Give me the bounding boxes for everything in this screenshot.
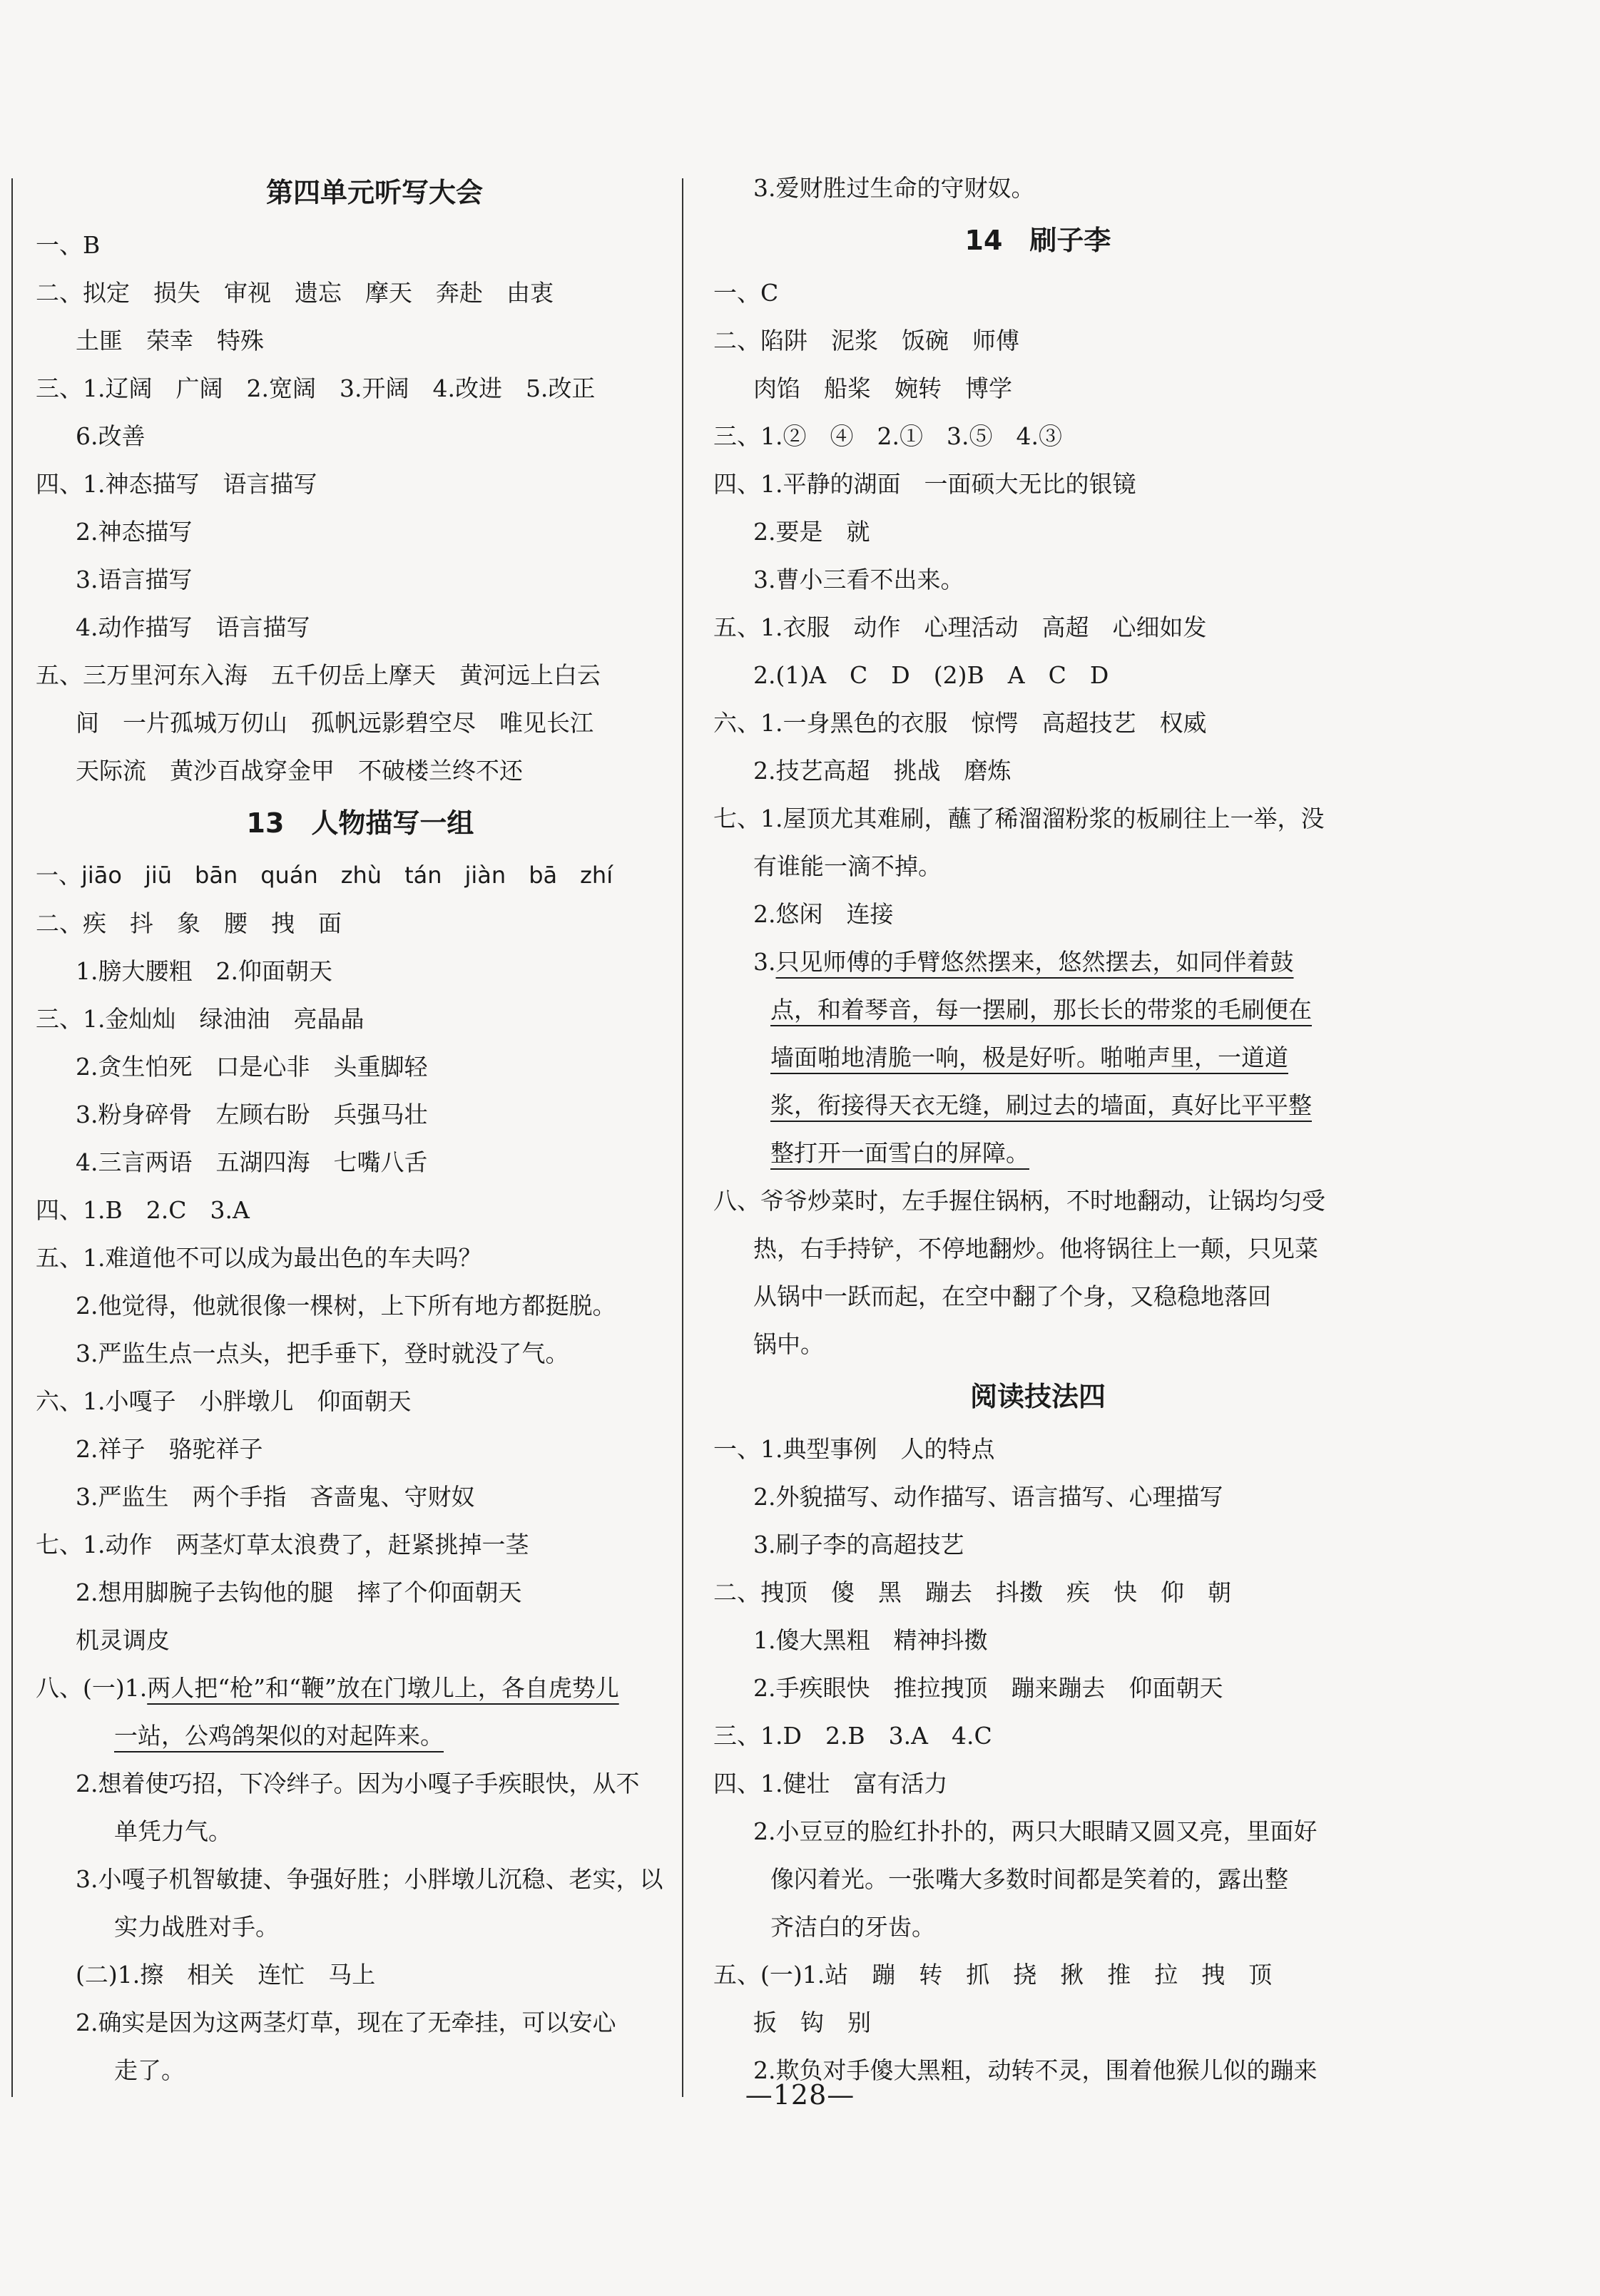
answer-line: 2.神态描写: [76, 518, 193, 546]
answer-line: 2.技艺高超 挑战 磨炼: [753, 757, 1012, 785]
answer-line: 热，右手持铲，不停地翻炒。他将锅往上一颠，只见菜: [753, 1235, 1318, 1262]
answer-line: [713, 938, 1362, 986]
answer-line: 土匪 荣幸 特殊: [76, 327, 264, 354]
answer-line: 像闪着光。一张嘴大多数时间都是笑着的，露出整: [770, 1865, 1288, 1893]
answer-line: 六、1.一身黑色的衣服 惊愕 高超技艺 权威: [713, 709, 1207, 737]
answer-line: 3.粉身碎骨 左顾右盼 兵强马壮: [76, 1101, 428, 1128]
answer-line: 2.要是 就: [753, 518, 870, 546]
answer-line: 锅中。: [753, 1330, 824, 1358]
underlined-sentence: 只见师傅的手臂悠然摆来，悠然摆去，如同伴着鼓: [775, 948, 1294, 976]
section-title-14: 14 刷子李: [964, 225, 1111, 256]
section-title-13: 13 人物描写一组: [246, 807, 474, 839]
answer-prefix: 八、(一)1.: [36, 1674, 148, 1702]
answer-line: 天际流 黄沙百战穿金甲 不破楼兰终不还: [76, 757, 523, 785]
answer-line: [713, 1081, 1362, 1129]
answer-line: 从锅中一跃而起，在空中翻了个身，又稳稳地落回: [753, 1282, 1271, 1310]
answer-line: 单凭力气。: [114, 1817, 232, 1845]
answer-line: 四、1.平静的湖面 一面硕大无比的银镜: [713, 470, 1136, 498]
answer-line: [36, 1712, 685, 1760]
answer-line: 二、拽顶 傻 黑 蹦去 抖擞 疾 快 仰 朝: [713, 1578, 1231, 1606]
answer-line: 3.曹小三看不出来。: [753, 566, 964, 593]
answer-line: 五、1.难道他不可以成为最出色的车夫吗？: [36, 1244, 482, 1272]
answer-line: 3.严监生 两个手指 吝啬鬼、守财奴: [76, 1483, 475, 1511]
answer-line: 七、1.屋顶尤其难刷，蘸了稀溜溜粉浆的板刷往上一举，没: [713, 805, 1325, 832]
answer-line: 齐洁白的牙齿。: [770, 1913, 935, 1941]
section-title-reading4: 阅读技法四: [969, 1381, 1106, 1412]
answer-line: 五、1.衣服 动作 心理活动 高超 心细如发: [713, 613, 1207, 641]
answer-line: 3.严监生点一点头，把手垂下，登时就没了气。: [76, 1340, 569, 1367]
answer-line: 机灵调皮: [76, 1626, 170, 1654]
answer-line: 有谁能一滴不掉。: [753, 852, 942, 880]
answer-line: 1.膀大腰粗 2.仰面朝天: [76, 957, 332, 985]
answer-line: 3.小嘎子机智敏捷、争强好胜；小胖墩儿沉稳、老实，以: [76, 1865, 663, 1893]
answer-line: 二、陷阱 泥浆 饭碗 师傅: [713, 327, 1019, 354]
underlined-sentence: 两人把“枪”和“鞭”放在门墩儿上，各自虎势儿: [147, 1674, 619, 1702]
answer-line: 2.想着使巧招，下冷绊子。因为小嘎子手疾眼快，从不: [76, 1770, 640, 1797]
underlined-sentence: 点，和着琴音，每一摆刷，那长长的带浆的毛刷便在: [770, 996, 1312, 1024]
answer-line: 七、1.动作 两茎灯草太浪费了，赶紧挑掉一茎: [36, 1531, 529, 1558]
answer-prefix: 3.: [753, 948, 776, 976]
answer-line: 2.祥子 骆驼祥子: [76, 1435, 263, 1463]
answer-line: 2.外貌描写、动作描写、语言描写、心理描写: [753, 1483, 1223, 1511]
answer-line: 四、1.健壮 富有活力: [713, 1770, 948, 1797]
answer-line: 二、疾 抖 象 腰 拽 面: [36, 909, 342, 937]
answer-line: 2.欺负对手傻大黑粗，动转不灵，围着他猴儿似的蹦来: [753, 2056, 1318, 2084]
answer-line: [36, 1664, 685, 1712]
answer-line: 扳 钩 别: [753, 2009, 871, 2036]
answer-line: [713, 1034, 1362, 1081]
underlined-sentence: 墙面啪地清脆一响，极是好听。啪啪声里，一道道: [770, 1044, 1288, 1071]
answer-line: 五、(一)1.站 蹦 转 抓 挠 揪 推 拉 拽 顶: [713, 1961, 1273, 1989]
answer-line: 三、1.D 2.B 3.A 4.C: [713, 1722, 992, 1750]
right-column: [713, 164, 1362, 2094]
answer-line: 肉馅 船桨 婉转 博学: [753, 374, 1012, 402]
answer-line: 六、1.小嘎子 小胖墩儿 仰面朝天: [36, 1387, 412, 1415]
answer-line: 2.确实是因为这两茎灯草，现在了无牵挂，可以安心: [76, 2009, 616, 2036]
answer-line: 6.改善: [76, 422, 146, 450]
answer-line: 2.悠闲 连接: [753, 900, 894, 928]
answer-line: [713, 986, 1362, 1034]
answer-line: 四、1.神态描写 语言描写: [36, 470, 317, 498]
answer-line: 4.三言两语 五湖四海 七嘴八舌: [76, 1148, 428, 1176]
answer-line: 二、拟定 损失 审视 遗忘 摩天 奔赴 由衷: [36, 279, 554, 307]
answer-line: (二)1.擦 相关 连忙 马上: [76, 1961, 376, 1989]
answer-line: 走了。: [114, 2056, 185, 2084]
answer-line: 四、1.B 2.C 3.A: [36, 1196, 250, 1224]
answer-line: 五、三万里河东入海 五千仞岳上摩天 黄河远上白云: [36, 661, 601, 689]
answer-line: 2.(1)A C D (2)B A C D: [753, 661, 1109, 689]
answer-line: 2.想用脚腕子去钩他的腿 摔了个仰面朝天: [76, 1578, 522, 1606]
answer-line: 一、C: [713, 279, 779, 307]
answer-line: 三、1.辽阔 广阔 2.宽阔 3.开阔 4.改进 5.改正: [36, 374, 596, 402]
answer-line: 4.动作描写 语言描写: [76, 613, 310, 641]
answer-line: 一、1.典型事例 人的特点: [713, 1435, 995, 1463]
answer-line: 2.小豆豆的脸红扑扑的，两只大眼睛又圆又亮，里面好: [753, 1817, 1318, 1845]
answer-line: 三、1.金灿灿 绿油油 亮晶晶: [36, 1005, 365, 1033]
answer-line: [713, 1129, 1362, 1177]
answer-line: 间 一片孤城万仞山 孤帆远影碧空尽 唯见长江: [76, 709, 593, 737]
underlined-sentence: 整打开一面雪白的屏障。: [770, 1139, 1029, 1167]
underlined-sentence: 浆，衔接得天衣无缝，刷过去的墙面，真好比平平整: [770, 1091, 1312, 1119]
answer-line: 三、1.② ④ 2.① 3.⑤ 4.③: [713, 422, 1062, 450]
answer-line: 3.爱财胜过生命的守财奴。: [753, 174, 1035, 202]
answer-line: 2.贪生怕死 口是心非 头重脚轻: [76, 1053, 428, 1081]
answer-line: 一、B: [36, 231, 101, 259]
page-number: —128—: [745, 2079, 855, 2111]
answer-line: 八、爷爷炒菜时，左手握住锅柄，不时地翻动，让锅均匀受: [713, 1187, 1325, 1215]
section-title-unit4: 第四单元听写大会: [265, 177, 483, 208]
answer-line: 3.刷子李的高超技艺: [753, 1531, 964, 1558]
answer-line: 3.语言描写: [76, 566, 193, 593]
answer-line: 1.傻大黑粗 精神抖擞: [753, 1626, 988, 1654]
underlined-sentence: 一站，公鸡鸽架似的对起阵来。: [114, 1722, 444, 1750]
left-margin-rule: [11, 178, 13, 2097]
left-column: [36, 164, 685, 2094]
pinyin-line: 一、jiāo jiū bān quán zhù tán jiàn bā zhí: [36, 862, 613, 889]
answer-line: 2.手疾眼快 推拉拽顶 蹦来蹦去 仰面朝天: [753, 1674, 1223, 1702]
answer-line: 实力战胜对手。: [114, 1913, 279, 1941]
answer-line: 2.他觉得，他就很像一棵树，上下所有地方都挺脱。: [76, 1292, 616, 1320]
